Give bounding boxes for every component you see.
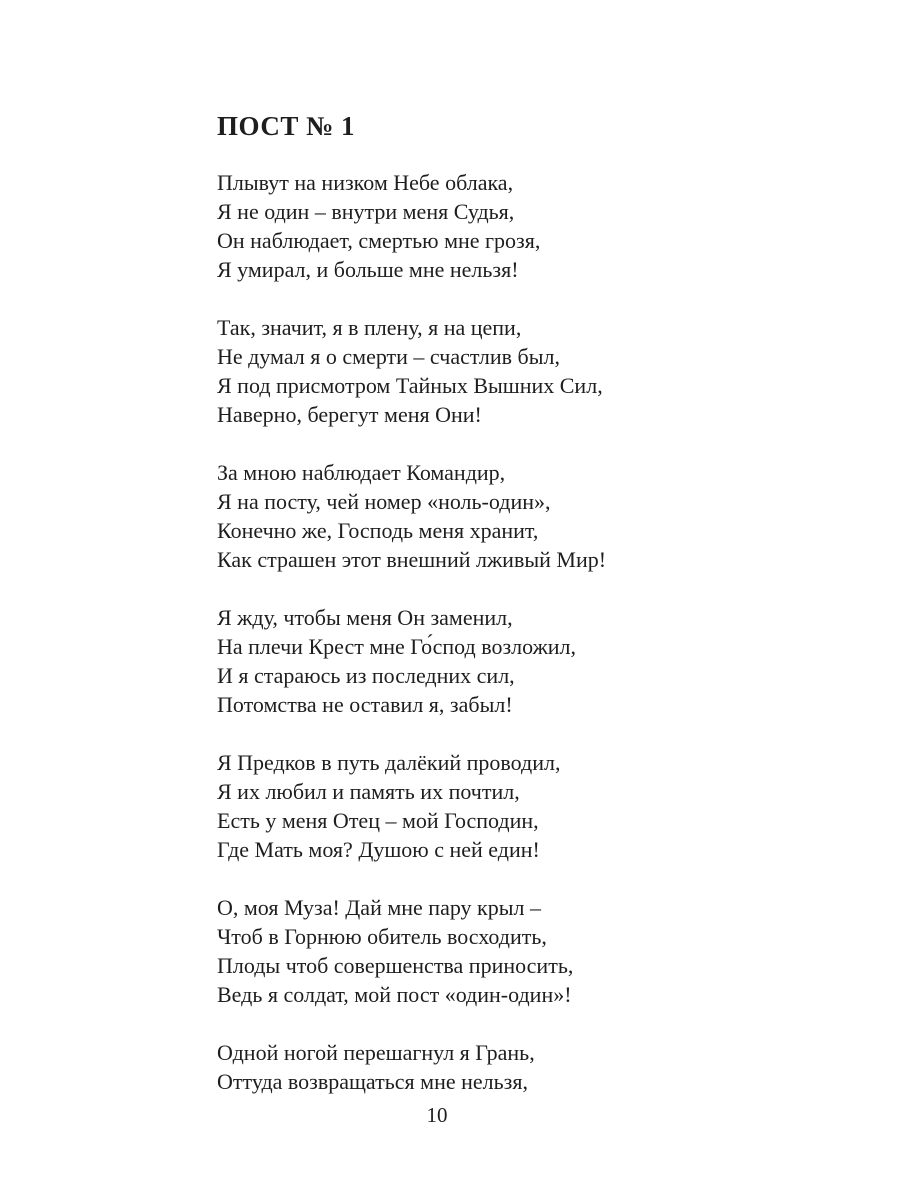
poem-title: ПОСТ № 1 [217,111,355,141]
poem-line: Я не один – внутри меня Судья, [217,199,515,224]
stanza-2 [217,313,677,429]
poem-line: И я стараюсь из последних сил, [217,663,515,688]
poem-line: Есть у меня Отец – мой Господин, [217,808,539,833]
poem-line: Так, значит, я в плену, я на цепи, [217,315,522,340]
poem-line: Наверно, берегут меня Они! [217,402,482,427]
poem-line: Ведь я солдат, мой пост «один-один»! [217,982,572,1007]
poem-line: Одной ногой перешагнул я Грань, [217,1040,535,1065]
poem-line: Я Предков в путь далёкий проводил, [217,750,561,775]
poem-line: Я их любил и память их почтил, [217,779,520,804]
stanza-1 [217,168,677,284]
poem-line: Я жду, чтобы меня Он заменил, [217,605,513,630]
poem-line: Я умирал, и больше мне нельзя! [217,257,519,282]
page-number: 10 [426,1103,448,1127]
poem-line: О, моя Муза! Дай мне пару крыл – [217,895,542,920]
stanza-3 [217,458,677,574]
poem-line: Как страшен этот внешний лживый Мир! [217,547,607,572]
poem-line: Не думал я о смерти – счастлив был, [217,344,561,369]
poem-line: За мною наблюдает Командир, [217,460,506,485]
poem-line: Потомства не оставил я, забыл! [217,692,513,717]
poem-line: На плечи Крест мне Го́спод возложил, [217,634,577,659]
poem-line: Я под присмотром Тайных Вышних Сил, [217,373,603,398]
stanza-6 [217,893,677,1009]
stanza-5 [217,748,677,864]
poem-line: Конечно же, Господь меня хранит, [217,518,539,543]
poem-line: Где Мать моя? Душою с ней един! [217,837,540,862]
poem-line: Он наблюдает, смертью мне грозя, [217,228,541,253]
stanza-7 [217,1038,677,1096]
poem-line: Чтоб в Горнюю обитель восходить, [217,924,547,949]
poem-line: Плоды чтоб совершенства приносить, [217,953,574,978]
poem-line: Плывут на низком Небе облака, [217,170,514,195]
poem-content [217,110,677,1096]
poem-line: Я на посту, чей номер «ноль-один», [217,489,551,514]
poem-line: Оттуда возвращаться мне нельзя, [217,1069,528,1094]
stanza-4 [217,603,677,719]
